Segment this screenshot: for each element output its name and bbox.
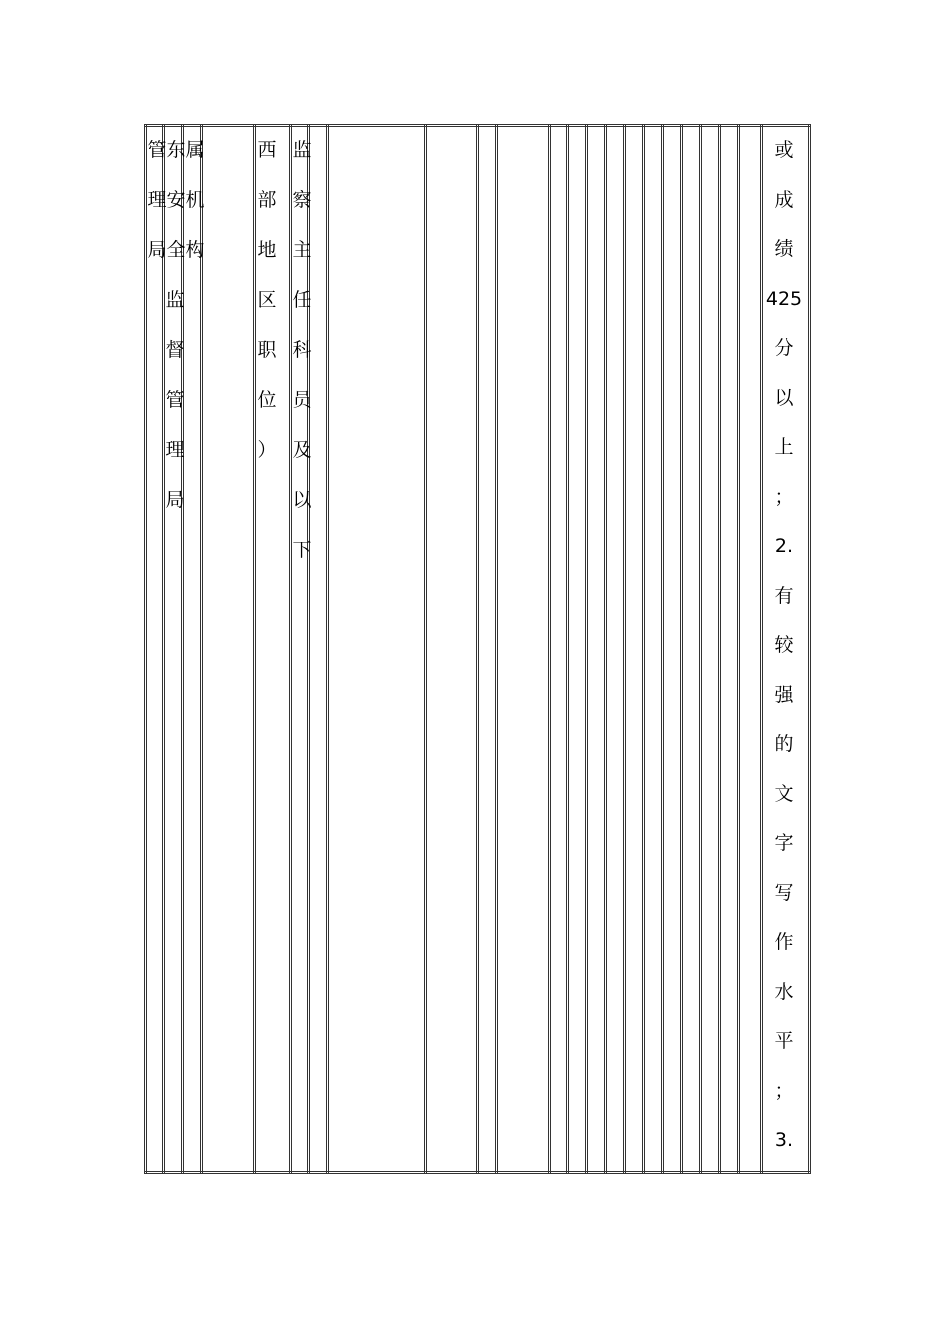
- cell-col-d: [256, 138, 278, 488]
- cell-char: 写: [774, 881, 794, 904]
- column-rule: [253, 124, 254, 1174]
- cell-col-e: [291, 138, 313, 588]
- column-rule: [644, 124, 645, 1174]
- cell-char: 科: [292, 339, 312, 361]
- cell-char: 督: [165, 339, 185, 361]
- column-rule: [144, 124, 145, 1174]
- column-rule: [642, 124, 643, 1174]
- cell-char: 监: [165, 289, 185, 311]
- column-rule: [548, 124, 549, 1174]
- column-rule: [587, 124, 588, 1174]
- column-rule: [606, 124, 607, 1174]
- column-rule: [718, 124, 719, 1174]
- cell-char: 构: [185, 239, 205, 261]
- cell-char: 3.: [774, 1129, 794, 1151]
- column-rule: [424, 124, 425, 1174]
- column-rule: [810, 124, 811, 1174]
- cell-char: 分: [774, 337, 794, 359]
- cell-char: 地: [257, 239, 277, 261]
- column-rule: [680, 124, 681, 1174]
- column-rule: [663, 124, 664, 1174]
- cell-col-a-sub: [164, 288, 186, 538]
- cell-char: 管: [165, 389, 185, 411]
- cell-char: 属: [185, 139, 205, 161]
- cell-char: 以: [774, 386, 794, 409]
- cell-char: ；: [774, 1079, 794, 1102]
- cell-char: 的: [774, 733, 794, 755]
- cell-char: 文: [774, 782, 794, 805]
- column-rule: [625, 124, 626, 1174]
- cell-char: 西: [257, 139, 277, 161]
- column-rule: [478, 124, 479, 1174]
- cell-char: 位: [257, 389, 277, 411]
- cell-requirements: [764, 138, 804, 1178]
- cell-char: 全: [166, 239, 186, 261]
- cell-char: 及: [292, 439, 312, 461]
- cell-char: 平: [774, 1030, 794, 1052]
- cell-char: 字: [774, 832, 794, 854]
- cell-char: 理: [165, 439, 185, 461]
- column-rule: [699, 124, 700, 1174]
- cell-char: 强: [774, 683, 794, 706]
- cell-char: ）: [257, 439, 277, 461]
- cell-char: 局: [147, 239, 167, 261]
- cell-char: 425: [765, 287, 803, 310]
- cell-char: 作: [774, 931, 794, 953]
- column-rule: [289, 124, 290, 1174]
- cell-char: 监: [292, 139, 312, 161]
- cell-char: 区: [257, 289, 277, 311]
- column-rule: [623, 124, 624, 1174]
- table-frame: [144, 124, 810, 1174]
- column-rule: [661, 124, 662, 1174]
- column-rule: [495, 124, 496, 1174]
- cell-char: 机: [185, 189, 205, 211]
- column-rule: [762, 124, 763, 1174]
- cell-char: 任: [292, 289, 312, 311]
- cell-char: 察: [292, 189, 312, 211]
- column-rule: [720, 124, 721, 1174]
- column-rule: [701, 124, 702, 1174]
- column-rule: [326, 124, 327, 1174]
- cell-char: 绩: [774, 238, 794, 260]
- cell-char: 上: [774, 436, 794, 458]
- cell-char: 安: [166, 189, 186, 211]
- cell-col-c: [184, 138, 206, 288]
- cell-char: 东: [166, 139, 186, 161]
- cell-char: 部: [257, 189, 277, 211]
- cell-char: 管: [147, 139, 167, 161]
- column-rule: [808, 124, 809, 1174]
- cell-char: 员: [292, 389, 312, 411]
- cell-char: 水: [774, 980, 794, 1003]
- column-rule: [426, 124, 427, 1174]
- column-rule: [566, 124, 567, 1174]
- column-rule: [550, 124, 551, 1174]
- column-rule: [585, 124, 586, 1174]
- cell-char: 或: [774, 139, 794, 161]
- cell-char: 主: [292, 239, 312, 261]
- column-rule: [497, 124, 498, 1174]
- cell-char: 局: [165, 489, 185, 511]
- cell-char: 有: [774, 584, 794, 607]
- cell-char: 2.: [774, 535, 794, 557]
- cell-char: 以: [292, 489, 312, 511]
- cell-char: 职: [257, 339, 277, 361]
- column-rule: [328, 124, 329, 1174]
- column-rule: [682, 124, 683, 1174]
- column-rule: [476, 124, 477, 1174]
- column-rule: [760, 124, 761, 1174]
- column-rule: [739, 124, 740, 1174]
- cell-char: 理: [147, 189, 167, 211]
- cell-char: ；: [774, 485, 794, 508]
- column-rule: [568, 124, 569, 1174]
- column-rule: [737, 124, 738, 1174]
- cell-char: 较: [774, 634, 794, 656]
- cell-char: 成: [774, 188, 794, 211]
- column-rule: [604, 124, 605, 1174]
- cell-char: 下: [292, 539, 312, 561]
